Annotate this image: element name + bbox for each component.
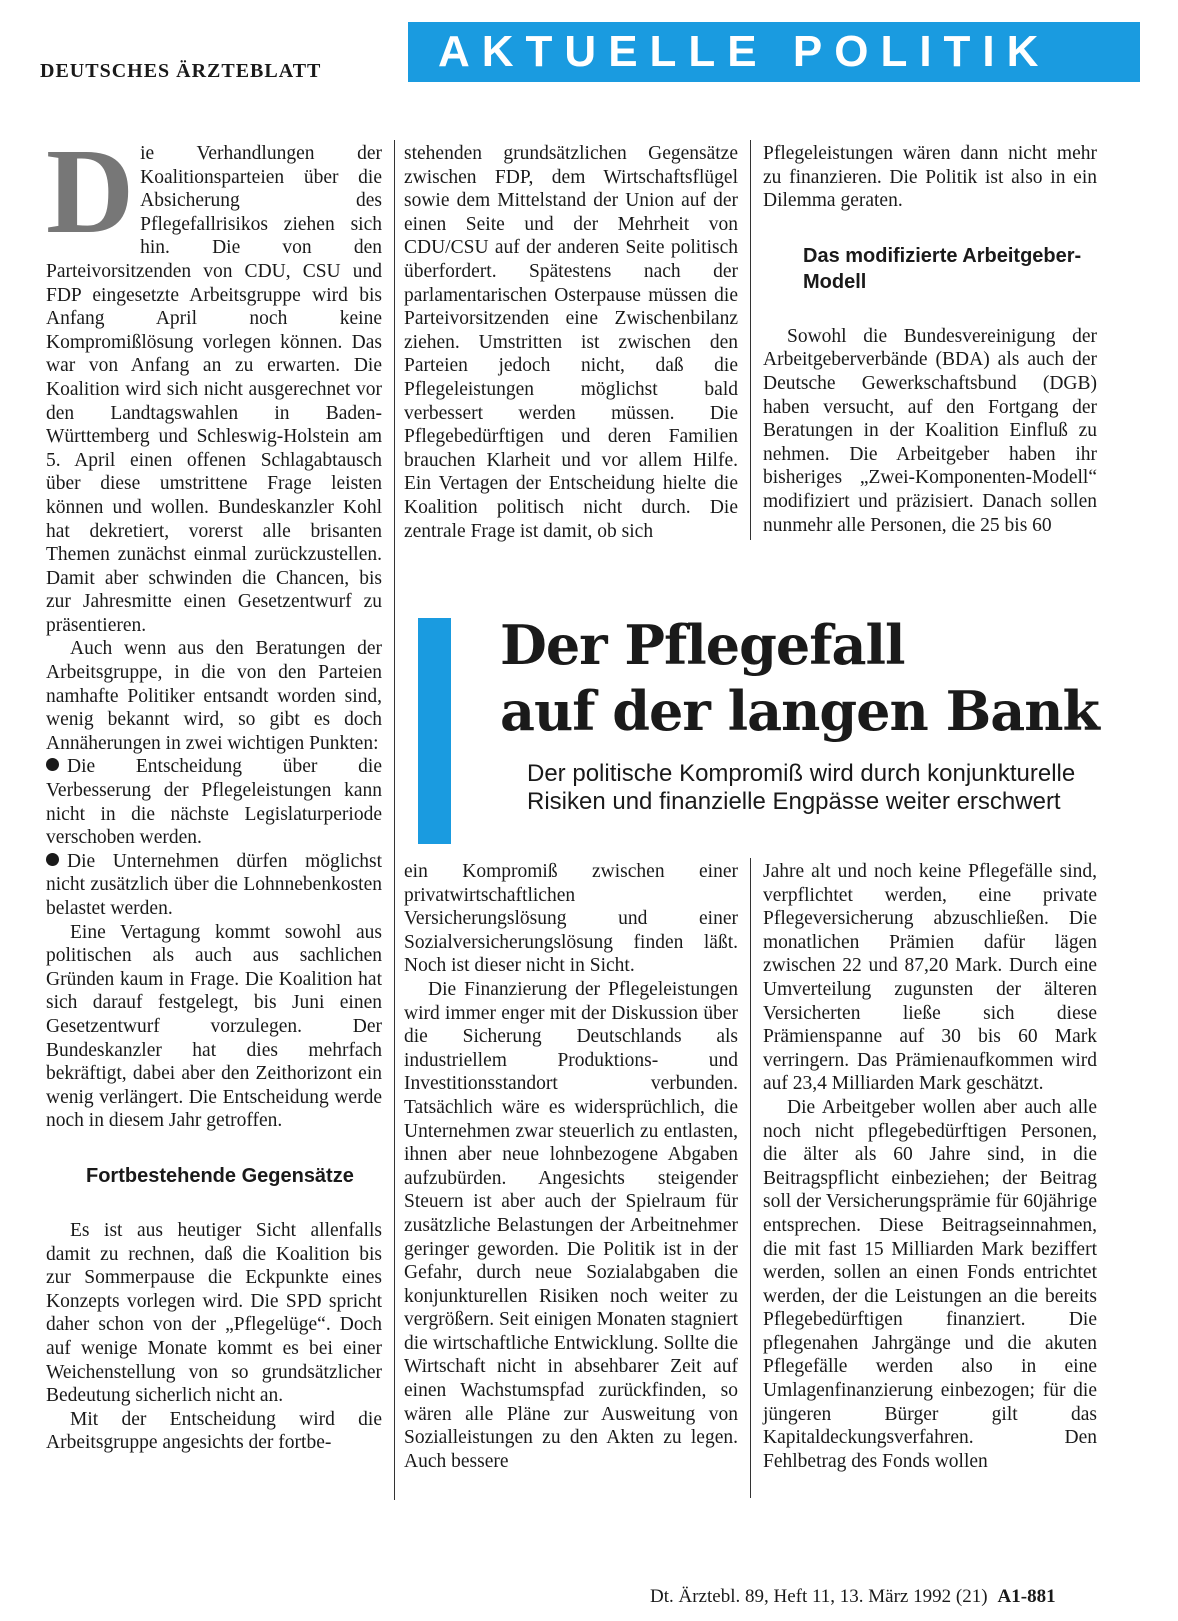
column-rule (394, 140, 395, 1500)
paragraph: Sowohl die Bundesvereinigung der Arbeitgeberverbände (BDA) als auch der Deutsche Gewerkschaftsbund (DGB) haben versucht, auf den Fortgang der Beratungen in der Koalition Einfluß zu nehmen. Die Arbeitgeber haben ihr bisheriges „Zwei-Komponenten-Modell“ modifiziert und präzisiert. Danach sollen nunmehr alle Personen, die 25 bis 60 (763, 325, 1097, 536)
paragraph: Pflegeleistungen wären dann nicht mehr zu finanzieren. Die Politik ist also in ein Dilemma geraten. (763, 143, 1097, 212)
paragraph: Die Finanzierung der Pflegeleistungen wird immer enger mit der Diskussion über die Sicherung Deutschlands als industriellem Produktions- und Investitionsstandort verbunden. Tatsächlich wäre es widersprüchlich, die Unternehmen zwar steuerlich zu entlasten, ihnen aber neue lohnbezogene Abgaben aufzubürden. Angesichts steigender Steuern ist aber auch der Spielraum für zusätzliche Belastungen der Arbeitnehmer geringer geworden. Die Politik ist in der Gefahr, durch neue Sozialabgaben die konjunkturellen Risiken noch weiter zu vergrößern. Seit einigen Monaten stagniert die wirtschaftliche Entwicklung. Sollte die Wirtschaft nicht in absehbarer Zeit auf einen Wachstumspfad zurückfinden, so wären alle Pläne zur Ausweitung von Sozialleistungen zu den Akten zu legen. Auch bessere (404, 978, 738, 1472)
bullet-text: Die Entscheidung über die Verbesserung der Pflegeleistungen kann nicht in die nächste Legislaturperiode verschoben werden. (46, 756, 382, 849)
paragraph-4: Es ist aus heutiger Sicht allenfalls damit zu rechnen, daß die Koalition bis zur Sommerpause die Eckpunkte eines Konzepts vorlegen wird. Die SPD spricht daher schon von der „Pflegelüge“. Doch auf wenige Monate kommt es bei einer Weichenstellung von so grundsätzlicher Bedeutung sicherlich nicht an. (46, 1219, 382, 1407)
paragraph: Die Arbeitgeber wollen aber auch alle noch nicht pflegebedürftigen Personen, die älter als 60 Jahre sind, in die Beitragspflicht einbeziehen; der Beitrag soll der Versicherungsprämie für 60jährige entsprechen. Diese Beitragseinnahmen, die mit fast 15 Milliarden Mark beziffert werden, sollen an einen Fonds entrichtet werden, der die Leistungen an die bereits Pflegebedürftigen finanziert. Die pflegenahen Jahrgänge und die akuten Pflegefälle werden also in eine Umlagenfinanzierung einbezogen; für die jüngeren Bürger gilt das Kapitaldeckungsverfahren. Den Fehlbetrag des Fonds wollen (763, 1096, 1097, 1472)
bullet-icon (46, 853, 59, 866)
bullet-item-2 (46, 850, 382, 921)
deck: Der politische Kompromiß wird durch konjunkturelle Risiken und finanzielle Engpässe weiter erschwert (527, 760, 1076, 815)
column-rule (750, 858, 751, 1498)
bullet-icon (46, 758, 59, 771)
footer-citation: Dt. Ärztebl. 89, Heft 11, 13. März 1992 (21) (650, 1586, 988, 1607)
paragraph-1-text: ie Verhandlungen der Koalitionsparteien über die Absicherung des Pflegefallrisikos ziehen sich hin. Die von den Parteivorsitzenden von CDU, CSU und FDP eingesetzte Arbeitsgruppe wird bis Anfang April noch keine Kompromißlösung vorlegen können. Das war von Anfang an zu erwarten. Die Koalition wird sich nicht ausgerechnet vor den Landtagswahlen in Baden-Württemberg und Schleswig-Holstein am 5. April einen offenen Schlagabtausch über diese umstrittene Frage leisten können und wollen. Bundeskanzler Kohl hat dekretiert, vorerst alle brisanten Themen zunächst einmal zurückzustellen. Damit aber schwinden die Chancen, bis zur Jahresmitte einen Gesetzentwurf zu präsentieren. (46, 143, 382, 636)
dropcap: D (46, 124, 135, 259)
paragraph-3: Eine Vertagung kommt sowohl aus politischen als auch aus sachlichen Gründen kaum in Frage. Die Koalition hat sich darauf festgelegt, bis Juni einen Gesetzentwurf vorzulegen. Der Bundeskanzler hat dies mehrfach bekräftigt, dabei aber den Zeithorizont ein wenig verlängert. Die Entscheidung werde noch in diesem Jahr getroffen. (46, 921, 382, 1132)
footer (650, 1586, 1056, 1608)
bullet-text: Die Unternehmen dürfen möglichst nicht zusätzlich über die Lohnnebenkosten belastet werden. (46, 850, 382, 919)
column-1 (46, 124, 382, 1455)
column-3-top (763, 142, 1097, 537)
masthead: DEUTSCHES ÄRZTEBLATT (40, 60, 322, 82)
column-3-bottom (763, 860, 1097, 1473)
column-rule (750, 140, 751, 540)
headline-accent-bar (418, 618, 451, 844)
paragraph: ein Kompromiß zwischen einer privatwirtschaftlichen Versicherungslösung und einer Sozialversicherungslösung finden läßt. Noch ist dieser nicht in Sicht. (404, 861, 738, 977)
paragraph-2: Auch wenn aus den Beratungen der Arbeitsgruppe, in die von den Parteien namhafte Politiker entsandt worden sind, wenig bekannt wird, so gibt es doch Annäherungen in zwei wichtigen Punkten: (46, 638, 382, 754)
column-2-bottom (404, 860, 738, 1473)
paragraph-1 (46, 124, 382, 637)
headline-line-2: auf der langen Bank (500, 679, 1099, 743)
headline (500, 612, 1160, 744)
column-2-top (404, 142, 738, 543)
paragraph-5: Mit der Entscheidung wird die Arbeitsgruppe angesichts der fortbe- (46, 1408, 382, 1454)
subheading-arbeitgeber-modell: Das modifizierte Arbeitgeber-Modell (803, 244, 1082, 293)
page-number: A1-881 (997, 1586, 1056, 1607)
paragraph: Jahre alt und noch keine Pflegefälle sind, verpflichtet werden, eine private Pflegeversicherung abzuschließen. Die monatlichen Prämien dafür lägen zwischen 22 und 87,20 Mark. Durch eine Umverteilung zugunsten der älteren Versicherten ließe sich diese Prämienspanne auf 30 bis 60 Mark verringern. Das Prämienaufkommen wird auf 23,4 Milliarden Mark geschätzt. (763, 861, 1097, 1095)
bullet-item-1 (46, 755, 382, 849)
section-banner: AKTUELLE POLITIK (408, 22, 1140, 82)
headline-line-1: Der Pflegefall (500, 613, 905, 677)
subheading-gegensaetze: Fortbestehende Gegensätze (86, 1164, 354, 1187)
paragraph: stehenden grundsätzlichen Gegensätze zwischen FDP, dem Wirtschaftsflügel sowie dem Mittelstand der Union auf der einen Seite und der Mehrheit von CDU/CSU auf der anderen Seite politisch überfordert. Spätestens nach der parlamentarischen Osterpause müssen die Parteivorsitzenden eine Zwischenbilanz ziehen. Umstritten ist zwischen den Parteien jedoch nicht, daß die Pflegeleistungen möglichst bald verbessert werden müssen. Die Pflegebedürftigen und deren Familien brauchen Klarheit und vor allem Hilfe. Ein Vertagen der Entscheidung hielte die Koalition politisch nicht durch. Die zentrale Frage ist damit, ob sich (404, 143, 738, 542)
